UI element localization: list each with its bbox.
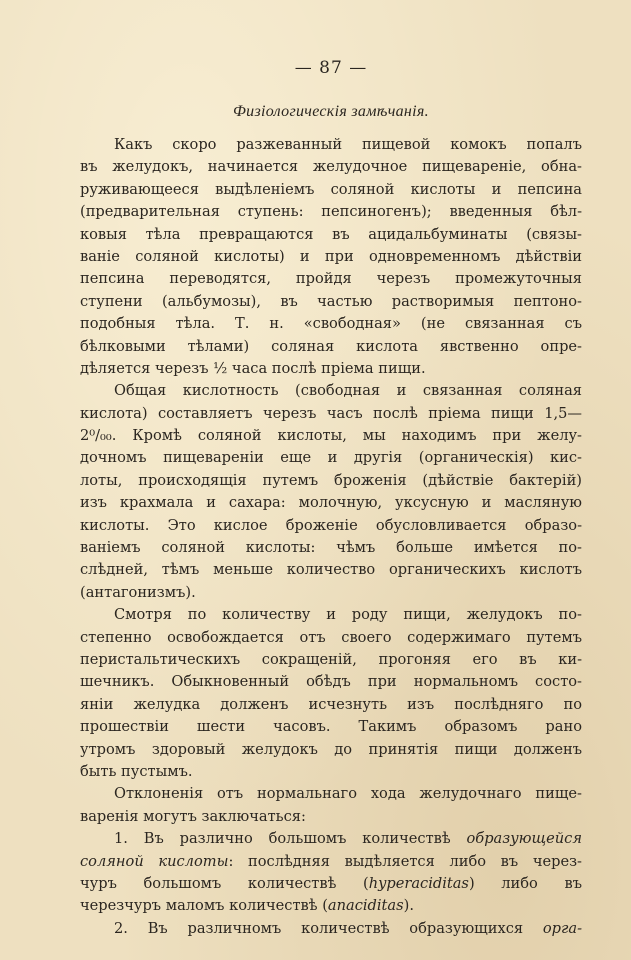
text-line: 2⁰/₀₀. Кромѣ соляной кислоты, мы находимъ при желу- <box>80 427 582 445</box>
text-line: 1. Въ различно большомъ количествѣ образующейся <box>114 830 582 848</box>
text-line: шечникъ. Обыкновенный обѣдъ при нормальномъ состо- <box>80 673 582 691</box>
paragraph-4 <box>80 783 582 828</box>
text-line: руживающееся выдѣленіемъ соляной кислоты и пепсина <box>80 180 582 198</box>
text-line: Смотря по количеству и роду пищи, желудокъ по- <box>114 606 582 624</box>
text-line: степенно освобождается отъ своего содержимаго путемъ <box>80 628 582 646</box>
text-line: подобныя тѣла. Т. н. «свободная» (не связанная съ <box>80 315 582 333</box>
italic-term: орга- <box>542 919 582 937</box>
text-line: ваніемъ соляной кислоты: чѣмъ больше имѣется по- <box>80 539 582 557</box>
italic-term: образующейся <box>466 830 582 848</box>
text-line: слѣдней, тѣмъ меньше количество органическихъ кислотъ <box>80 561 582 579</box>
section-title: Физіологическія замѣчанія. <box>233 103 429 120</box>
text-line: варенія могутъ заключаться: <box>80 807 306 825</box>
text-line: пепсина переводятся, пройдя черезъ промежуточныя <box>80 270 582 288</box>
page-number: — 87 — <box>294 58 368 78</box>
paragraph-2 <box>80 380 582 604</box>
text-line: соляной кислоты: послѣдняя выдѣляется либо въ через- <box>80 852 582 870</box>
text-line: чуръ большомъ количествѣ (hyperaciditas) либо въ <box>80 874 582 892</box>
italic-term: anaciditas <box>327 897 404 915</box>
text-line: (предварительная ступень: пепсиногенъ); введенныя бѣл- <box>80 203 582 221</box>
text-line: кислота) составляетъ черезъ часъ послѣ пріема пищи 1,5— <box>80 404 582 422</box>
text-line: утромъ здоровый желудокъ до принятія пищи долженъ <box>80 740 582 758</box>
text-line: ступени (альбумозы), въ частью растворимыя пептоно- <box>80 292 582 310</box>
text-line: Общая кислотность (свободная и связанная соляная <box>114 382 582 400</box>
text-line: Какъ скоро разжеванный пищевой комокъ попалъ <box>114 136 582 153</box>
text-line: Отклоненія отъ нормальнаго хода желудочнаго пище- <box>114 785 582 803</box>
paragraph-6 <box>80 918 582 940</box>
text-line: дочномъ пищевареніи еще и другія (органическія) кис- <box>80 449 582 467</box>
text-line: изъ крахмала и сахара: молочную, уксусную и масляную <box>80 494 582 512</box>
text-line: черезчуръ маломъ количествѣ (anaciditas). <box>80 897 414 915</box>
text-line: яніи желудка долженъ исчезнуть изъ послѣдняго по <box>80 695 582 713</box>
book-page <box>80 52 582 937</box>
text-line: (антагонизмъ). <box>80 583 196 601</box>
text-line: кислоты. Это кислое броженіе обусловливается образо- <box>80 516 582 534</box>
text-line: ваніе соляной кислоты) и при одновременномъ дѣйствіи <box>80 247 582 265</box>
italic-term: соляной кислоты <box>80 852 229 870</box>
paragraph-3 <box>80 604 582 783</box>
text-line: дѣляется черезъ ½ часа послѣ пріема пищи. <box>80 359 426 377</box>
text-line: прошествіи шести часовъ. Такимъ образомъ рано <box>80 718 582 736</box>
text-line: въ желудокъ, начинается желудочное пищевареніе, обна- <box>80 158 582 176</box>
paragraph-5 <box>80 828 582 918</box>
text-line: ковыя тѣла превращаются въ ацидальбуминаты (связы- <box>80 225 582 243</box>
text-line: быть пустымъ. <box>80 762 193 780</box>
italic-term: hyperaciditas <box>368 874 469 892</box>
text-line: бѣлковыми тѣлами) соляная кислота явственно опре- <box>80 337 582 355</box>
text-line: 2. Въ различномъ количествѣ образующихся орга- <box>114 919 582 937</box>
text-line: перистальтическихъ сокращеній, прогоняя его въ ки- <box>80 650 582 668</box>
body-text <box>80 134 582 940</box>
text-line: лоты, происходящія путемъ броженія (дѣйствіе бактерій) <box>80 471 582 489</box>
paragraph-1 <box>80 134 582 380</box>
